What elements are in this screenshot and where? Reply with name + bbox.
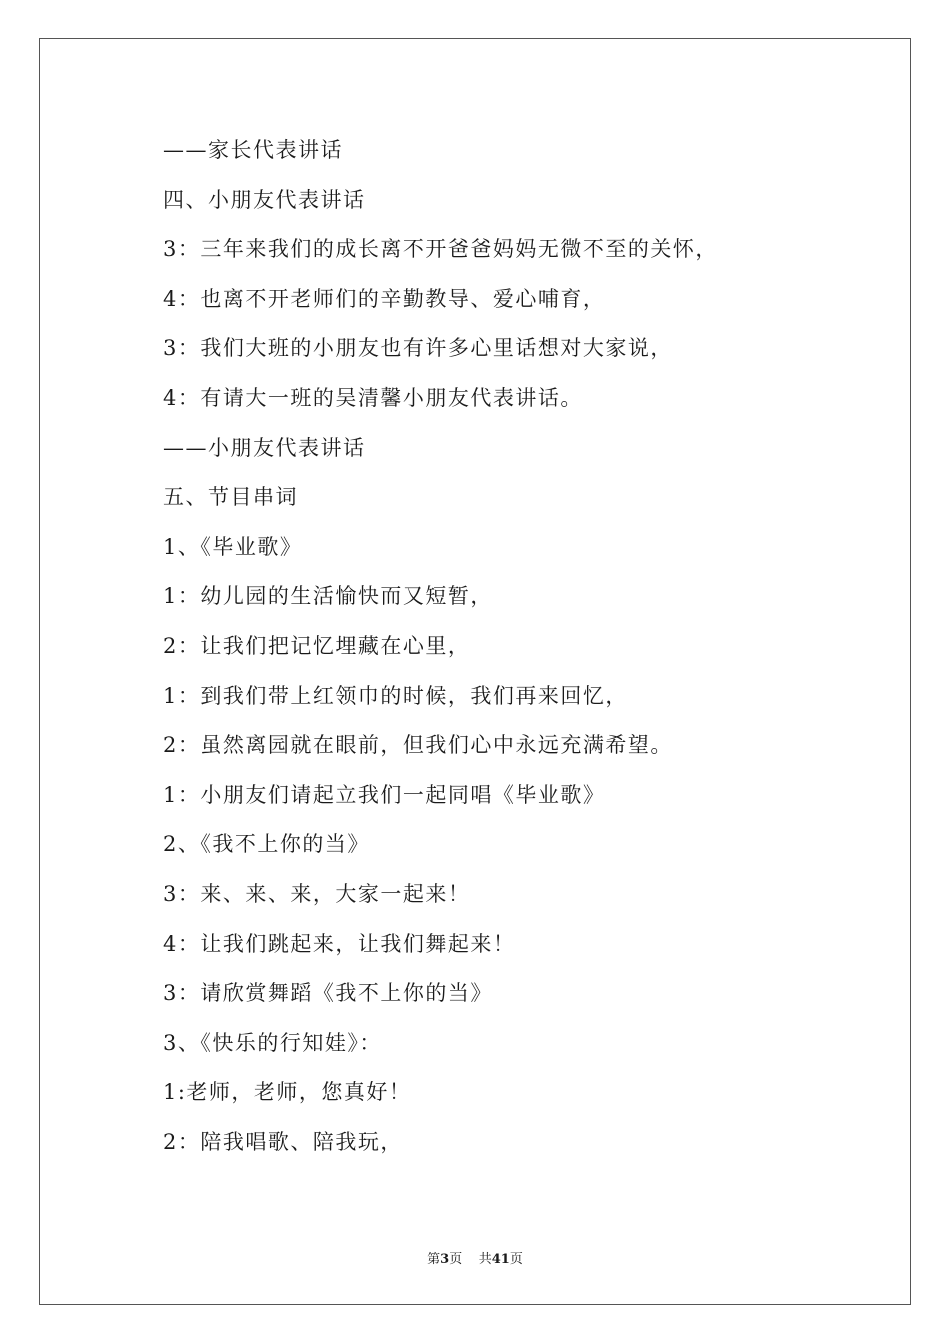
text-line: 4：让我们跳起来，让我们舞起来！ xyxy=(163,931,516,956)
text-line: 1：幼儿园的生活愉快而又短暂， xyxy=(163,584,493,609)
text-line: 4：也离不开老师们的辛勤教导、爱心哺育， xyxy=(163,286,606,311)
text-line: ——家长代表讲话 xyxy=(163,138,343,162)
text-line: 2：陪我唱歌、陪我玩， xyxy=(163,1129,403,1154)
total-pages: 41 xyxy=(491,1252,510,1267)
text-line: ——小朋友代表讲话 xyxy=(163,435,366,460)
page-number: 3 xyxy=(440,1252,450,1267)
text-line: 3：我们大班的小朋友也有许多心里话想对大家说， xyxy=(163,336,673,361)
document-body xyxy=(163,126,863,1167)
text-line: 3：来、来、来，大家一起来！ xyxy=(163,881,471,906)
section-heading: 四、小朋友代表讲话 xyxy=(163,187,366,212)
text-line: 3：请欣赏舞蹈《我不上你的当》 xyxy=(163,981,493,1006)
total-suffix: 页 xyxy=(509,1252,523,1267)
program-title: 3、《快乐的行知娃》： xyxy=(163,1030,382,1055)
text-line: 1：到我们带上红领巾的时候，我们再来回忆， xyxy=(163,683,628,708)
program-title: 2、《我不上你的当》 xyxy=(163,832,370,857)
text-line: 1：小朋友们请起立我们一起同唱《毕业歌》 xyxy=(163,782,606,807)
page-footer xyxy=(0,1248,950,1267)
page-suffix: 页 xyxy=(449,1252,463,1267)
text-line: 2：虽然离园就在眼前，但我们心中永远充满希望。 xyxy=(163,733,673,758)
page-prefix: 第 xyxy=(427,1252,441,1267)
text-line: 1:老师，老师，您真好！ xyxy=(163,1080,412,1105)
text-line: 4：有请大一班的吴清馨小朋友代表讲话。 xyxy=(163,385,583,410)
section-heading: 五、节目串词 xyxy=(163,485,298,510)
total-prefix: 共 xyxy=(478,1252,492,1267)
program-title: 1、《毕业歌》 xyxy=(163,534,303,559)
text-line: 2：让我们把记忆埋藏在心里， xyxy=(163,633,471,658)
text-line: 3：三年来我们的成长离不开爸爸妈妈无微不至的关怀， xyxy=(163,237,718,262)
